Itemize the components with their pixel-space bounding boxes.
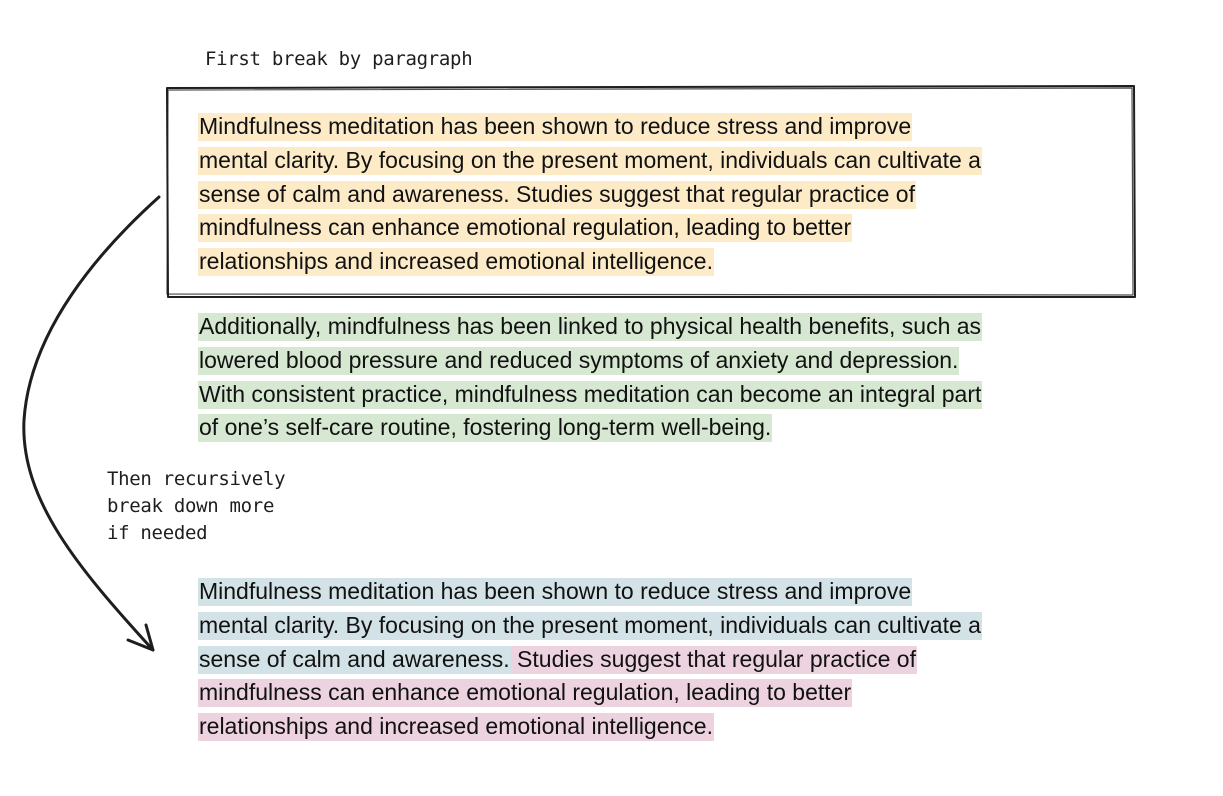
paragraph-2-line: Additionally, mindfulness has been linked to physical health benefits, such as	[199, 313, 982, 339]
paragraph-2-line: of one’s self-care routine, fostering long-term well-being.	[199, 414, 772, 441]
paragraph-box	[167, 86, 1135, 297]
first-break-annotation: First break by paragraph	[205, 48, 473, 70]
recursive-break-line-3: if needed	[107, 522, 208, 544]
sub-chunk-2: mindfulness can enhance emotional regulation, leading to better	[199, 679, 852, 706]
paragraph-1-line: mindfulness can enhance emotional regulation, leading to better	[199, 214, 852, 241]
sub-chunk-1: Mindfulness meditation has been shown to reduce stress and improve	[199, 578, 912, 604]
paragraph-1-line: mental clarity. By focusing on the present moment, individuals can cultivate a	[199, 146, 981, 173]
paragraph-1-line: sense of calm and awareness. Studies suggest that regular practice of	[199, 180, 915, 207]
paragraph-2-line: lowered blood pressure and reduced symptoms of anxiety and depression.	[199, 346, 959, 373]
sub-chunk-2: relationships and increased emotional intelligence.	[199, 713, 713, 740]
sub-chunk-2: Studies suggest that regular practice of	[510, 645, 916, 672]
recursive-break-line-1: Then recursively	[107, 468, 286, 490]
recursion-arrow	[24, 197, 159, 650]
paragraph-1-line: Mindfulness meditation has been shown to reduce stress and improve	[199, 113, 912, 139]
sub-chunk-1: sense of calm and awareness.	[199, 645, 510, 672]
recursive-break-line-2: break down more	[107, 495, 275, 517]
paragraph-2-line: With consistent practice, mindfulness meditation can become an integral part	[199, 380, 982, 407]
paragraph-1-line: relationships and increased emotional intelligence.	[199, 248, 713, 275]
paragraph-box-inner	[167, 88, 1133, 295]
sub-chunk-1: mental clarity. By focusing on the present moment, individuals can cultivate a	[199, 611, 981, 638]
